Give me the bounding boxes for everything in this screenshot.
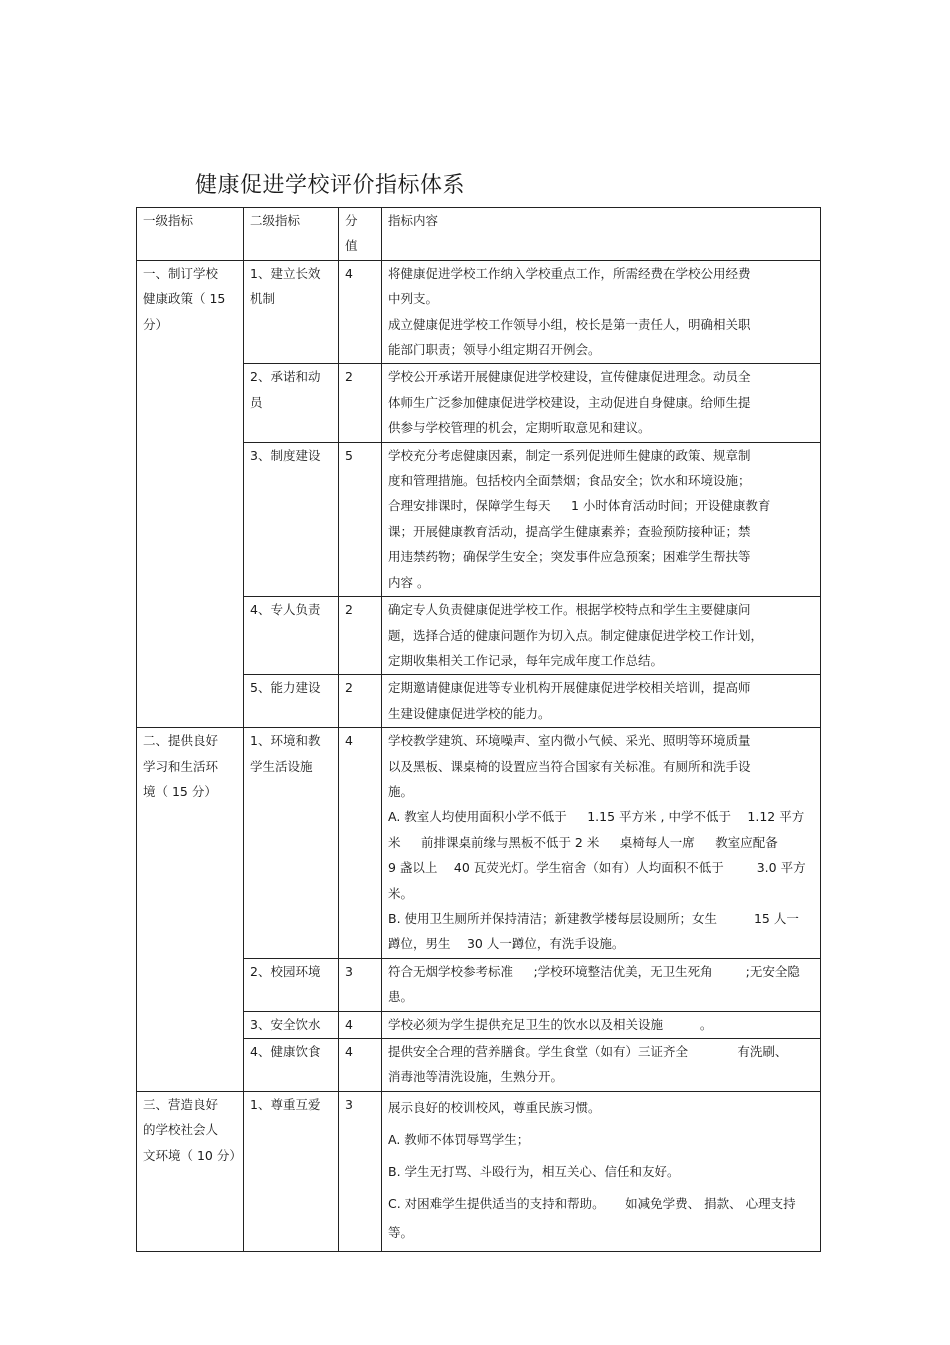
score-cell: 2 (339, 364, 382, 442)
level2-cell: 4、健康饮食 (244, 1039, 339, 1092)
score-cell: 4 (339, 728, 382, 959)
content-cell: 符合无烟学校参考标准 ;学校环境整洁优美，无卫生死角 ;无安全隐 患。 (382, 958, 821, 1011)
level2-cell: 2、承诺和动 员 (244, 364, 339, 442)
score-cell: 2 (339, 675, 382, 728)
level1-cell: 二、提供良好 学习和生活环 境（ 15 分） (137, 728, 244, 1092)
evaluation-table (136, 207, 821, 1252)
header-level2: 二级指标 (244, 208, 339, 261)
header-level1: 一级指标 (137, 208, 244, 261)
score-cell: 4 (339, 1039, 382, 1092)
document-title: 健康促进学校评价指标体系 (195, 173, 466, 198)
score-cell: 3 (339, 1091, 382, 1251)
level1-cell: 一、制订学校 健康政策（ 15 分） (137, 260, 244, 727)
header-row (137, 208, 821, 261)
content-cell: 定期邀请健康促进等专业机构开展健康促进学校相关培训，提高师 生建设健康促进学校的能力。 (382, 675, 821, 728)
header-score-line1: 分 (345, 213, 358, 228)
level2-cell: 1、尊重互爱 (244, 1091, 339, 1251)
score-cell: 3 (339, 958, 382, 1011)
content-cell: 学校教学建筑、环境噪声、室内微小气候、采光、照明等环境质量 以及黑板、课桌椅的设置应当符合国家有关标准。有厕所和洗手设 施。 A. 教室人均使用面积小学不低于 1.15 平方米 , 中学不低于 1.12 平方 米 前排课桌前缘与黑板不低于 2 米 桌椅每人一席 教室应配备 9 盏以上 40 瓦荧光灯。学生宿舍（如有）人均面积不低于 3.0 平方 米。 B. 使用卫生厕所并保持清洁；新建教学楼每层设厕所；女生 15 人一 蹲位，男生 30 人一蹲位，有洗手设施。 (382, 728, 821, 959)
level2-cell: 3、安全饮水 (244, 1011, 339, 1038)
header-content: 指标内容 (382, 208, 821, 261)
content-cell: 学校充分考虑健康因素，制定一系列促进师生健康的政策、规章制 度和管理措施。包括校内全面禁烟；食品安全；饮水和环境设施； 合理安排课时，保障学生每天 1 小时体育活动时间；开设健康教育 课；开展健康教育活动，提高学生健康素养；查验预防接种证；禁 用违禁药物；确保学生安全；突发事件应急预案；困难学生帮扶等 内容 。 (382, 442, 821, 596)
content-cell: 展示良好的校训校风，尊重民族习惯。 A. 教师不体罚辱骂学生； B. 学生无打骂、斗殴行为，相互关心、信任和友好。 C. 对困难学生提供适当的支持和帮助。 如减免学费、 捐款、 心理支持 等。 (382, 1091, 821, 1251)
content-cell: 学校必须为学生提供充足卫生的饮水以及相关设施 。 (382, 1011, 821, 1038)
table-row (137, 1091, 821, 1251)
header-score (339, 208, 382, 261)
level2-cell: 1、环境和教 学生活设施 (244, 728, 339, 959)
score-cell: 4 (339, 1011, 382, 1038)
content-cell: 学校公开承诺开展健康促进学校建设，宣传健康促进理念。动员全 体师生广泛参加健康促进学校建设，主动促进自身健康。给师生提 供参与学校管理的机会，定期听取意见和建议。 (382, 364, 821, 442)
content-cell: 提供安全合理的营养膳食。学生食堂（如有）三证齐全 有洗刷、 消毒池等清洗设施，生熟分开。 (382, 1039, 821, 1092)
level1-cell: 三、营造良好 的学校社会人 文环境（ 10 分） (137, 1091, 244, 1251)
score-cell: 5 (339, 442, 382, 596)
content-cell: 确定专人负责健康促进学校工作。根据学校特点和学生主要健康问 题，选择合适的健康问题作为切入点。制定健康促进学校工作计划， 定期收集相关工作记录，每年完成年度工作总结。 (382, 597, 821, 675)
level2-cell: 1、建立长效 机制 (244, 260, 339, 364)
header-score-line2: 值 (345, 238, 358, 254)
level2-cell: 3、制度建设 (244, 442, 339, 596)
score-cell: 4 (339, 260, 382, 364)
level2-cell: 4、专人负责 (244, 597, 339, 675)
score-cell: 2 (339, 597, 382, 675)
table-row (137, 260, 821, 364)
level2-cell: 2、校园环境 (244, 958, 339, 1011)
content-cell: 将健康促进学校工作纳入学校重点工作，所需经费在学校公用经费 中列支。 成立健康促进学校工作领导小组，校长是第一责任人，明确相关职 能部门职责；领导小组定期召开例会。 (382, 260, 821, 364)
table-row (137, 728, 821, 959)
level2-cell: 5、能力建设 (244, 675, 339, 728)
